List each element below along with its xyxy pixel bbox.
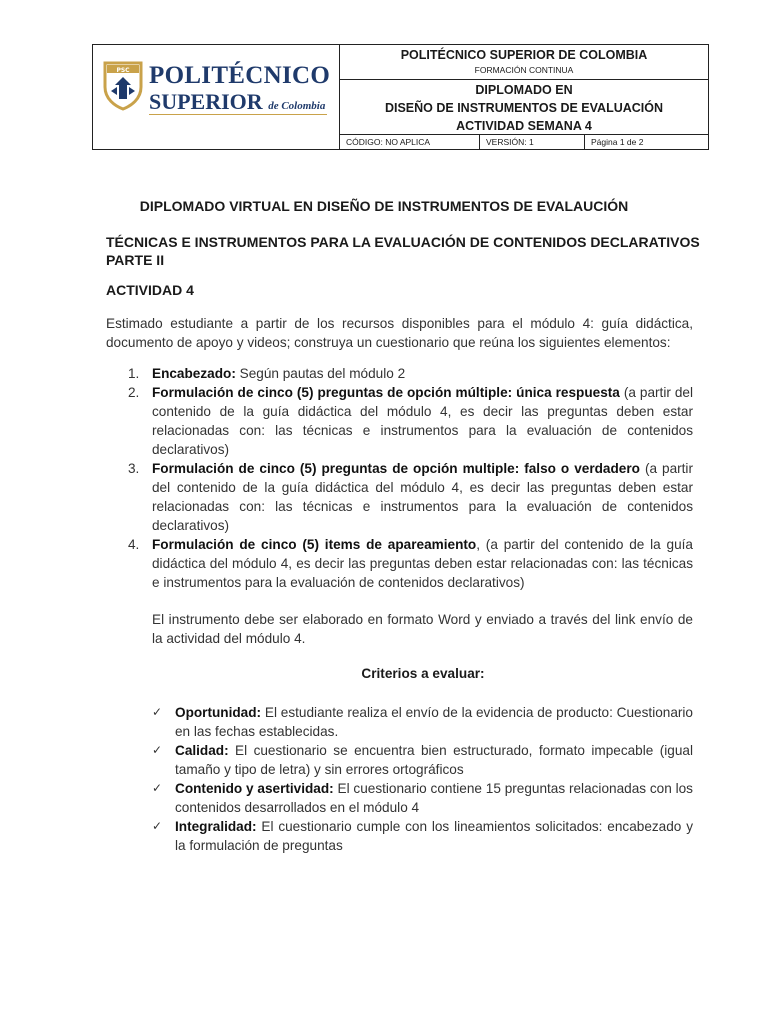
logo-cell bbox=[93, 45, 340, 149]
criteria-item bbox=[152, 741, 693, 779]
list-item-number: 3. bbox=[128, 461, 140, 476]
intro-paragraph: Estimado estudiante a partir de los recursos disponibles para el módulo 4: guía didáctica, documento de apoyo y videos; construya un cuestionario que reúna los siguientes elementos: bbox=[106, 316, 693, 350]
list-item bbox=[106, 535, 693, 592]
document-subtitle: TÉCNICAS E INSTRUMENTOS PARA LA EVALUACIÓN DE CONTENIDOS DECLARATIVOS PARTE II bbox=[106, 234, 700, 268]
version-cell: VERSIÓN: 1 bbox=[480, 135, 585, 149]
list-item bbox=[106, 459, 693, 535]
criteria-heading: Criterios a evaluar: bbox=[361, 666, 485, 681]
logo-text bbox=[149, 62, 330, 118]
logo-underline bbox=[149, 114, 327, 115]
list-item-number: 1. bbox=[128, 366, 140, 381]
document-title: DIPLOMADO VIRTUAL EN DISEÑO DE INSTRUMENTOS DE EVALAUCIÓN bbox=[139, 198, 629, 214]
institution-unit: FORMACIÓN CONTINUA bbox=[474, 65, 574, 75]
check-icon: ✓ bbox=[152, 819, 163, 833]
list-item-text: , (a partir del contenido de la guía didáctica del módulo 4, es decir las preguntas deben estar relacionadas con: las técnicas e instrumentos para la evaluación de contenidos declarativos) bbox=[152, 537, 693, 590]
criteria-item bbox=[152, 703, 693, 741]
code-cell: CÓDIGO: NO APLICA bbox=[340, 135, 480, 149]
criteria-bold: Calidad: bbox=[175, 743, 229, 758]
activity-heading: ACTIVIDAD 4 bbox=[106, 282, 194, 298]
logo-line2-small: de Colombia bbox=[268, 100, 326, 112]
criteria-text: El estudiante realiza el envío de la evidencia de producto: Cuestionario en las fechas establecidas. bbox=[175, 705, 693, 739]
shield-logo-icon bbox=[103, 61, 143, 111]
criteria-bold: Integralidad: bbox=[175, 819, 257, 834]
list-item-number: 4. bbox=[128, 537, 140, 552]
program-line3: ACTIVIDAD SEMANA 4 bbox=[456, 119, 592, 133]
criteria-text: El cuestionario se encuentra bien estructurado, formato impecable (igual tamaño y tipo de letra) y sin errores ortográficos bbox=[175, 743, 693, 777]
document-header bbox=[92, 44, 709, 150]
list-item-number: 2. bbox=[128, 385, 140, 400]
check-icon: ✓ bbox=[152, 705, 163, 719]
criteria-list bbox=[152, 703, 693, 855]
list-item bbox=[106, 364, 693, 383]
list-item-text: Según pautas del módulo 2 bbox=[235, 366, 406, 381]
list-item-bold: Encabezado: bbox=[152, 366, 236, 381]
list-item-text: (a partir del contenido de la guía didáctica del módulo 4, es decir las preguntas deben estar relacionadas con: las técnicas e instrumentos para la evaluación de contenidos declarativos) bbox=[152, 461, 693, 533]
check-icon: ✓ bbox=[152, 743, 163, 757]
logo-line1: POLITÉCNICO bbox=[149, 62, 331, 89]
logo-line2-main: SUPERIOR bbox=[149, 89, 263, 114]
list-item bbox=[106, 383, 693, 459]
criteria-item bbox=[152, 779, 693, 817]
program-row bbox=[340, 80, 708, 135]
program-line2: DISEÑO DE INSTRUMENTOS DE EVALUACIÓN bbox=[384, 101, 664, 115]
program-line1: DIPLOMADO EN bbox=[475, 83, 573, 97]
list-item-bold: Formulación de cinco (5) preguntas de opción multiple: falso o verdadero bbox=[152, 461, 640, 476]
criteria-item bbox=[152, 817, 693, 855]
criteria-bold: Oportunidad: bbox=[175, 705, 262, 720]
closing-paragraph: El instrumento debe ser elaborado en formato Word y enviado a través del link envío de la actividad del módulo 4. bbox=[152, 612, 693, 646]
header-info bbox=[340, 45, 708, 149]
institution-row bbox=[340, 45, 708, 80]
list-item-bold: Formulación de cinco (5) items de apareamiento bbox=[152, 537, 477, 552]
list-item-text: (a partir del contenido de la guía didáctica del módulo 4, es decir las preguntas deben estar relacionadas con: las técnicas e instrumentos para la evaluación de contenidos declarativos) bbox=[152, 385, 693, 457]
page-cell: Página 1 de 2 bbox=[591, 137, 644, 147]
criteria-text: El cuestionario contiene 15 preguntas relacionadas con los contenidos desarrollados en el módulo 4 bbox=[175, 781, 693, 815]
check-icon: ✓ bbox=[152, 781, 163, 795]
criteria-text: El cuestionario cumple con los lineamientos solicitados: encabezado y la formulación de preguntas bbox=[175, 819, 693, 853]
code-row bbox=[340, 135, 708, 149]
criteria-bold: Contenido y asertividad: bbox=[175, 781, 334, 796]
institution-name: POLITÉCNICO SUPERIOR DE COLOMBIA bbox=[400, 48, 648, 62]
logo-badge: PSC bbox=[116, 67, 130, 74]
requirements-list bbox=[106, 364, 693, 592]
list-item-bold: Formulación de cinco (5) preguntas de opción múltiple: única respuesta bbox=[152, 385, 620, 400]
